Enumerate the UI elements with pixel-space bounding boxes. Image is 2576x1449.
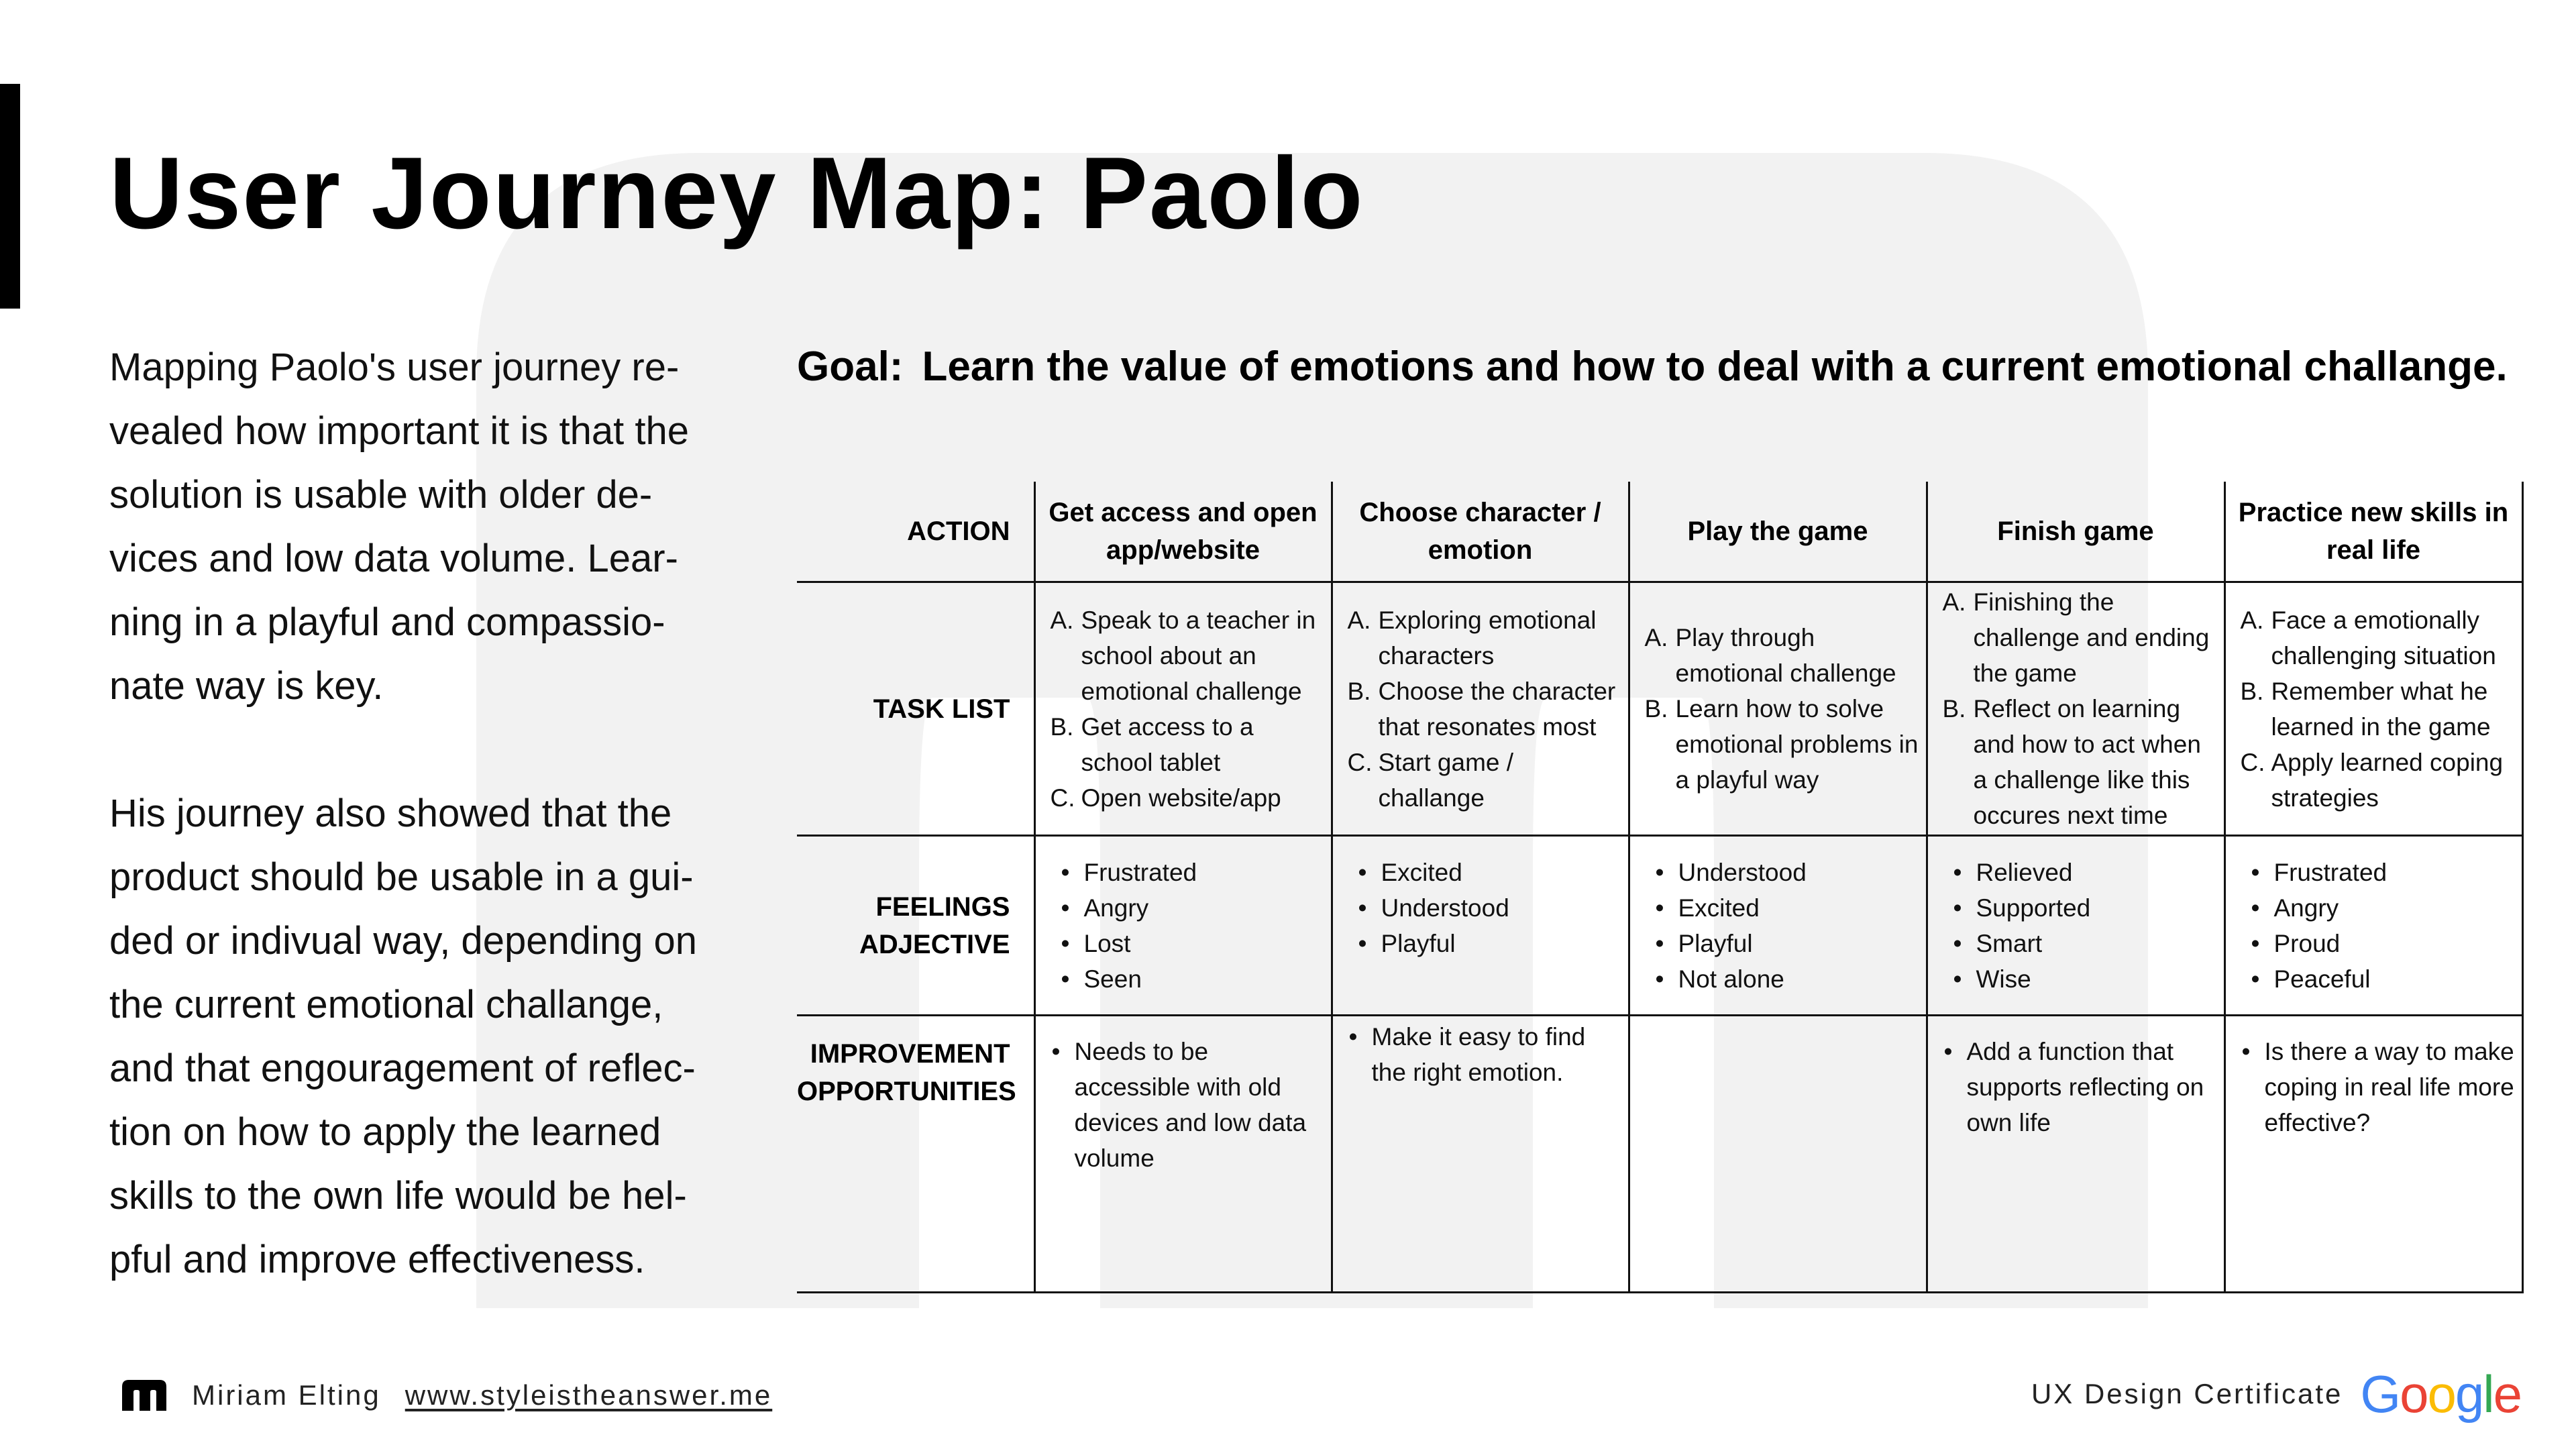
google-letter: l [2483, 1364, 2493, 1424]
feeling-item: • Playful [1656, 926, 1919, 961]
row-label-improvement: IMPROVEMENT OPPORTUNITIES [797, 1016, 1034, 1293]
task-cell-5 [2224, 582, 2522, 836]
task-list [2226, 602, 2522, 816]
author-name: Miriam Elting [192, 1379, 381, 1411]
feelings-cell-4 [1927, 836, 2224, 1016]
task-item: A. Speak to a teacher in school about an emotional challenge [1050, 606, 1316, 705]
feeling-item: • Excited [1358, 855, 1621, 890]
task-cell-2 [1332, 582, 1629, 836]
action-row [797, 482, 2522, 582]
feeling-item: • Frustrated [2251, 855, 2515, 890]
goal-label: Goal: [797, 343, 904, 390]
feelings-cell-1 [1034, 836, 1332, 1016]
feeling-item: • Understood [1358, 890, 1621, 926]
improvement-cell-2 [1332, 1016, 1629, 1293]
feeling-item: • Proud [2251, 926, 2515, 961]
task-item: B. Choose the character that resonates most [1347, 677, 1616, 741]
accent-bar [0, 84, 20, 309]
intro-paragraph-1: Mapping Paolo's user journey re-vealed how important it is that the solution is usable with older de-vices and low data volume. Lear-ning in a playful and compassio-nate way is key. [109, 345, 690, 708]
improvement-item: • Add a function that supports reflecting on own life [1944, 1034, 2217, 1140]
feelings-list [1630, 855, 1926, 997]
task-list-row [797, 582, 2522, 836]
task-item: B. Learn how to solve emotional problems in a playful way [1644, 695, 1919, 794]
row-label-action: ACTION [907, 517, 1010, 546]
improvement-list [1928, 1034, 2224, 1140]
feeling-item: • Lost [1061, 926, 1324, 961]
feeling-item: • Playful [1358, 926, 1621, 961]
google-letter: o [2427, 1364, 2455, 1424]
google-letter: o [2400, 1364, 2428, 1424]
feelings-list [1036, 855, 1331, 997]
task-list [1036, 602, 1331, 816]
feelings-cell-5 [2224, 836, 2522, 1016]
task-cell-4 [1927, 582, 2224, 836]
task-item: A. Exploring emotional characters [1347, 606, 1597, 669]
feelings-cell-2 [1332, 836, 1629, 1016]
intro-paragraph-2: His journey also showed that the product should be usable in a gui-ded or indivual way, depending on the current emotional challange, and that engouragement of reflec-tion on how to apply the learned skills to the own life would be hel-pful and improve effectiveness. [109, 792, 698, 1281]
improvement-item: • Needs to be accessible with old devices and low data volume [1052, 1034, 1324, 1176]
improvement-cell-1 [1034, 1016, 1332, 1293]
goal-text: Learn the value of emotions and how to deal with a current emotional challange. [922, 343, 2508, 390]
feeling-item: • Understood [1656, 855, 1919, 890]
improvement-item: • Is there a way to make coping in real life more effective? [2242, 1034, 2515, 1140]
task-item: B. Reflect on learning and how to act when a challenge like this occures next time [1942, 695, 2201, 829]
goal-statement [797, 339, 2508, 395]
feelings-list [1928, 855, 2224, 997]
feeling-item: • Angry [2251, 890, 2515, 926]
footer-author [122, 1375, 772, 1415]
page-title: User Journey Map: Paolo [109, 136, 1364, 250]
task-item: A. Face a emotionally challenging situation [2240, 606, 2496, 669]
improvement-cell-4 [1927, 1016, 2224, 1293]
action-cell-4: Finish game [1927, 482, 2224, 582]
task-cell-1 [1034, 582, 1332, 836]
feeling-item: • Frustrated [1061, 855, 1324, 890]
task-item: C. Open website/app [1050, 784, 1281, 812]
row-label-feelings: FEELINGS ADJECTIVE [797, 836, 1034, 1016]
task-list [1928, 584, 2224, 833]
action-cell-3: Play the game [1629, 482, 1927, 582]
task-item: C. Apply learned coping strategies [2240, 748, 2504, 812]
journey-map-table [797, 482, 2524, 1293]
task-list [1333, 602, 1628, 816]
task-item: B. Remember what he learned in the game [2240, 677, 2491, 741]
task-list [1630, 620, 1926, 798]
feeling-item: • Relieved [1953, 855, 2217, 890]
action-cell-1: Get access and open app/website [1034, 482, 1332, 582]
footer-certificate [2031, 1364, 2521, 1424]
feeling-item: • Not alone [1656, 961, 1919, 997]
google-letter: e [2493, 1364, 2521, 1424]
feeling-item: • Wise [1953, 961, 2217, 997]
feeling-item: • Smart [1953, 926, 2217, 961]
improvement-list [2226, 1034, 2522, 1140]
google-letter: g [2455, 1364, 2483, 1424]
improvement-cell-3 [1629, 1016, 1927, 1293]
improvement-row [797, 1016, 2522, 1293]
task-item: A. Finishing the challenge and ending the game [1942, 588, 2210, 687]
feelings-cell-3 [1629, 836, 1927, 1016]
task-item: A. Play through emotional challenge [1644, 624, 1896, 687]
intro-text [109, 335, 713, 1291]
feelings-list [2226, 855, 2522, 997]
google-letter: G [2360, 1364, 2400, 1424]
action-cell-2: Choose character / emotion [1332, 482, 1629, 582]
feeling-item: • Excited [1656, 890, 1919, 926]
improvement-list [1036, 1034, 1331, 1176]
feelings-row [797, 836, 2522, 1016]
improvement-cell-5 [2224, 1016, 2522, 1293]
website-link[interactable]: www.styleistheanswer.me [405, 1379, 773, 1411]
feeling-item: • Supported [1953, 890, 2217, 926]
action-cell-5: Practice new skills in real life [2224, 482, 2522, 582]
improvement-item: • Make it easy to find the right emotion. [1349, 1019, 1621, 1090]
m-logo-icon [122, 1380, 166, 1411]
google-logo [2360, 1364, 2521, 1424]
task-item: C. Start game / challange [1347, 748, 1514, 812]
certificate-label: UX Design Certificate [2031, 1378, 2343, 1409]
feelings-list [1333, 855, 1628, 997]
task-item: B. Get access to a school tablet [1050, 712, 1254, 776]
task-cell-3 [1629, 582, 1927, 836]
feeling-item: • Angry [1061, 890, 1324, 926]
improvement-list [1333, 1019, 1628, 1090]
row-label-task-list: TASK LIST [797, 582, 1034, 836]
feeling-item: • Seen [1061, 961, 1324, 997]
feeling-item: • Peaceful [2251, 961, 2515, 997]
